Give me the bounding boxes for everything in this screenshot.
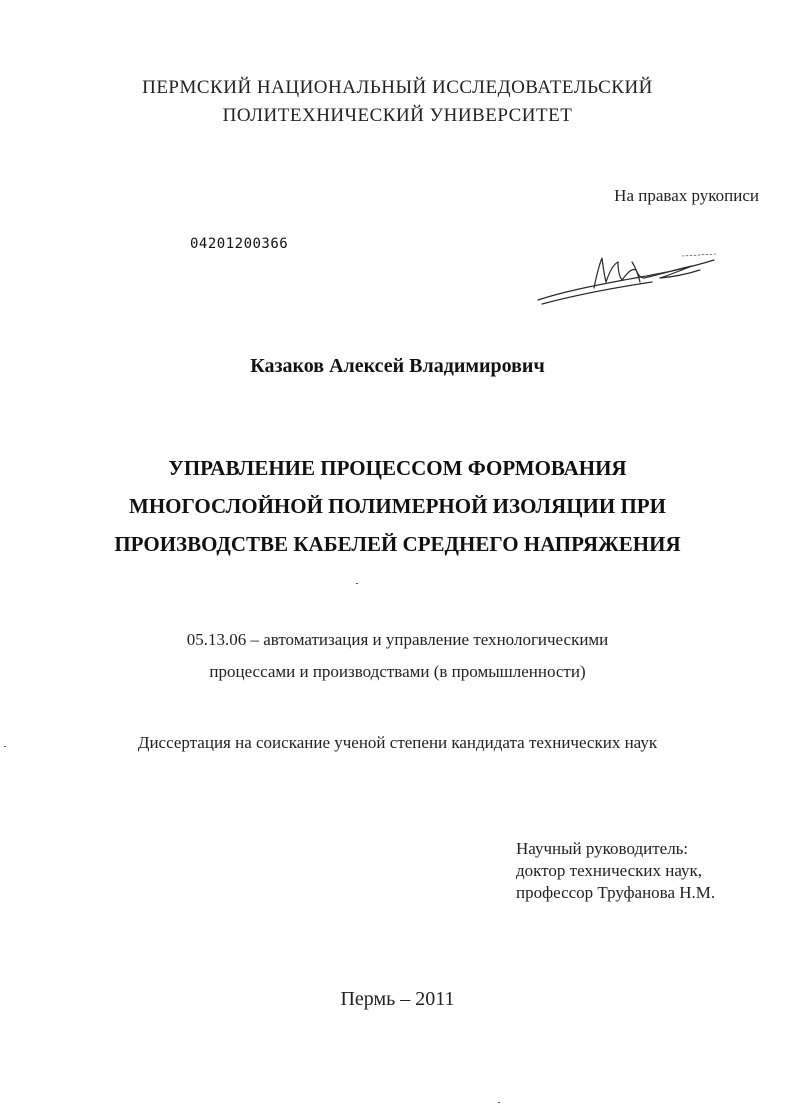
signature-image bbox=[532, 248, 722, 308]
university-line-1: ПЕРМСКИЙ НАЦИОНАЛЬНЫЙ ИССЛЕДОВАТЕЛЬСКИЙ bbox=[142, 77, 653, 98]
supervisor-degree: доктор технических наук, bbox=[516, 861, 703, 880]
supervisor-name: профессор Труфанова Н.М. bbox=[516, 883, 716, 902]
city-year: Пермь – 2011 bbox=[340, 988, 455, 1010]
title-line-3: ПРОИЗВОДСТВЕ КАБЕЛЕЙ СРЕДНЕГО НАПРЯЖЕНИЯ bbox=[114, 532, 681, 556]
university-line-2: ПОЛИТЕХНИЧЕСКИЙ УНИВЕРСИТЕТ bbox=[222, 105, 573, 126]
title-line-2: МНОГОСЛОЙНОЙ ПОЛИМЕРНОЙ ИЗОЛЯЦИИ ПРИ bbox=[129, 494, 666, 518]
title-line-1: УПРАВЛЕНИЕ ПРОЦЕССОМ ФОРМОВАНИЯ bbox=[168, 456, 627, 480]
dissertation-note: Диссертация на соискание ученой степени кандидата технических наук bbox=[137, 733, 658, 752]
dissertation-title bbox=[0, 449, 795, 563]
specialty-line-1: 05.13.06 – автоматизация и управление технологическими bbox=[186, 630, 609, 649]
specialty bbox=[0, 624, 795, 688]
supervisor-label: Научный руководитель: bbox=[516, 839, 689, 858]
scan-speck bbox=[356, 583, 358, 584]
specialty-line-2: процессами и производствами (в промышленности) bbox=[209, 662, 586, 681]
author-name: Казаков Алексей Владимирович bbox=[250, 355, 545, 377]
rights-note: На правах рукописи bbox=[614, 186, 759, 205]
university-name bbox=[0, 74, 795, 130]
scan-speck bbox=[498, 1102, 500, 1103]
stamp-number: 04201200366 bbox=[190, 236, 289, 252]
supervisor-block bbox=[516, 838, 715, 904]
scan-speck bbox=[4, 746, 6, 747]
